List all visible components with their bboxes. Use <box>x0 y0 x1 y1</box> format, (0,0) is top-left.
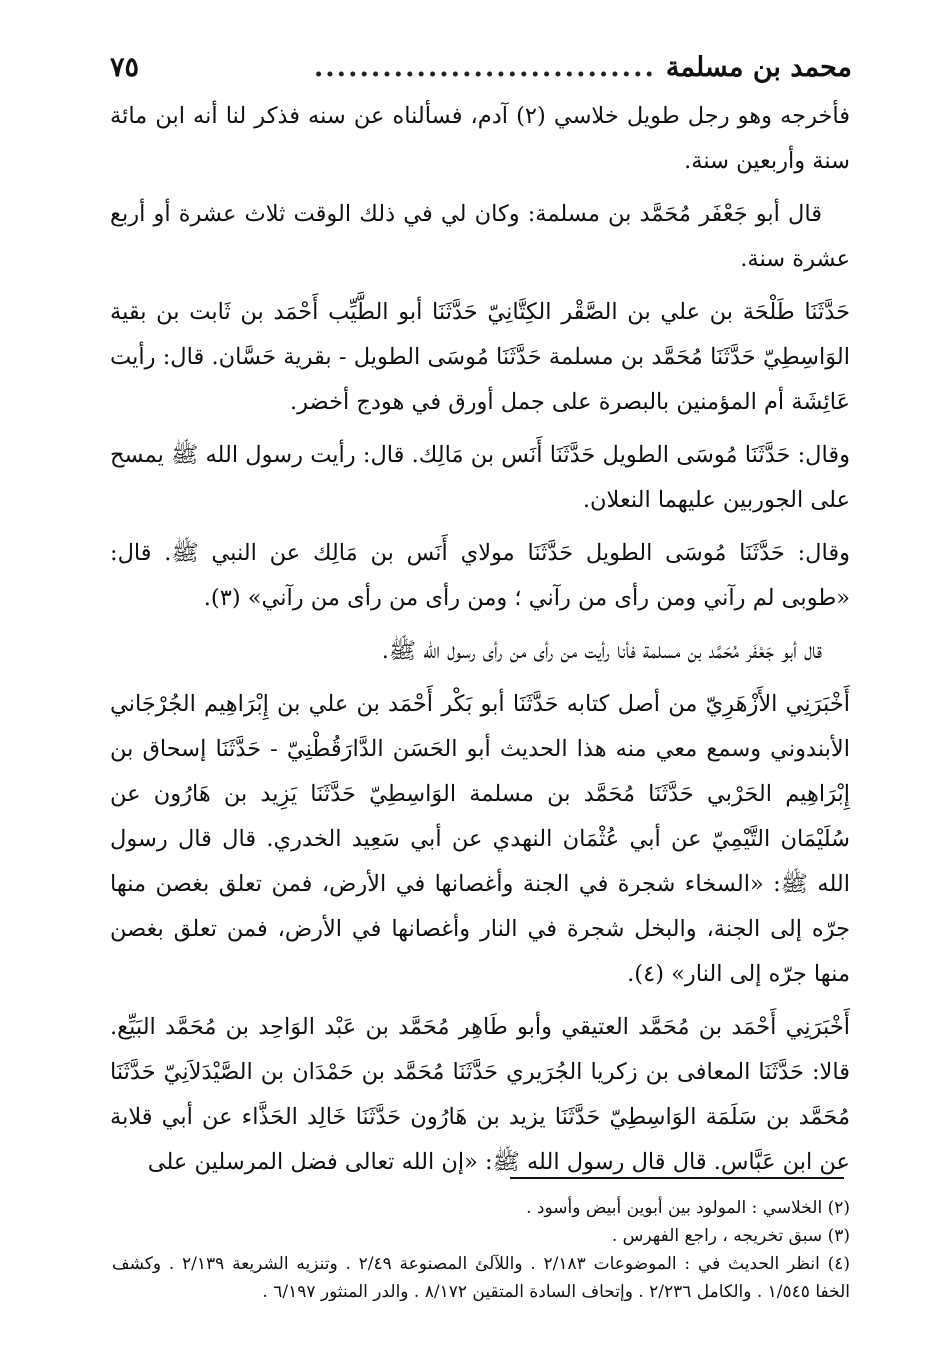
paragraph-5: وقال: حَدَّثَنَا مُوسَى الطويل حَدَّثَنَا مولاي أَنَس بن مَالِك عن النبي ﷺ. قال: «طوبى لم رآني ومن رأى من رآني ؛ ومن رأى من رأى من رآني» (٣). <box>110 540 850 611</box>
running-header-title: محمد بن مسلمة <box>665 51 852 83</box>
paragraph-6: قال أبو جَعْفَر مُحَمَّد بن مسلمة فأنا رأيت من رأى من رأى رسول الله ﷺ. <box>381 638 822 664</box>
paragraph-2: قال أبو جَعْفَر مُحَمَّد بن مسلمة: وكان لي في ذلك الوقت ثلاث عشرة أو أربع عشرة سنة. <box>110 201 850 272</box>
footnote-3: (٣) سبق تخريجه ، راجع الفهرس . <box>611 1226 850 1246</box>
footnote-4: (٤) انظر الحديث في : الموضوعات ٢/١٨٣ . واللآلئ المصنوعة ٢/٤٩ . وتنزيه الشريعة ٢/١٣٩ . وكشف الخفا ١/٥٤٥ . والكامل ٢/٢٣٦ . وإتحاف السادة المتقين ٨/١٧٢ . والدر المنثور ٦/١٩٧ . <box>112 1254 851 1302</box>
footnote-2: (٢) الخلاسي : المولود بين أبوين أبيض وأسود . <box>526 1198 850 1218</box>
header-leader-dots: .............................. <box>313 51 656 83</box>
footnote-divider <box>510 1177 844 1179</box>
paragraph-4: وقال: حَدَّثَنَا مُوسَى الطويل حَدَّثَنَا أَنَس بن مَالِك. قال: رأيت رسول الله ﷺ يمسح على الجوربين عليهما النعلان. <box>110 442 850 513</box>
paragraph-1: فأخرجه وهو رجل طويل خلاسي (٢) آدم، فسألناه عن سنه فذكر لنا أنه ابن مائة سنة وأربعين سنة. <box>110 103 851 174</box>
paragraph-3: حَدَّثَنَا طَلْحَة بن علي بن الصَّقْر الكِتَّانِيّ حَدَّثَنَا أبو الطَّيِّب أَحْمَد بن ثَابت بن بقية الوَاسِطِيّ حَدَّثَنَا مُحَمَّد بن مسلمة حَدَّثَنَا مُوسَى الطويل - بقرية حَسَّان. قال: رأيت عَائِشَة أم المؤمنين بالبصرة على جمل أورق في هودج أخضر. <box>110 299 850 415</box>
paragraph-7: أَخْبَرَنِي الأَزْهَرِيّ من أصل كتابه حَدَّثَنَا أبو بَكْر أَحْمَد بن علي بن إِبْرَاهِيم الجُرْجَاني الأبندوني وسمع معي منه هذا الحديث أبو الحَسَن الدَّارَقُطْنِيّ - حَدَّثَنَا إسحاق بن إِبْرَاهِيم الحَرْبي حَدَّثَنَا مُحَمَّد بن مسلمة الوَاسِطِيّ حَدَّثَنَا يَزِيد بن هَارُون عن سُلَيْمَان التَّيْمِيّ عن أبي عُثْمَان النهدي عن أبي سَعِيد الخدري. قال قال رسول الله ﷺ: «السخاء شجرة في الجنة وأغصانها في الأرض، فمن تعلق بغصن منها جرّه إلى الجنة، والبخل شجرة في النار وأغصانها في الأرض، فمن تعلق بغصن منها جرّه إلى النار» (٤). <box>110 691 850 987</box>
running-header <box>110 44 852 90</box>
paragraph-8: أَخْبَرَنِي أَحْمَد بن مُحَمَّد العتيقي وأبو طَاهِر مُحَمَّد بن عَبْد الوَاحِد بن مُحَمَّد البَيِّع. قالا: حَدَّثَنَا المعافى بن زكريا الجُرَيري حَدَّثَنَا مُحَمَّد بن حَمْدَان بن الصَّيْدَلاَنِيّ حَدَّثَنَا مُحَمَّد بن سَلَمَة الوَاسِطِيّ حَدَّثَنَا يزيد بن هَارُون حَدَّثَنَا خَالِد الحَذَّاء عن أبي قلابة عن ابن عَبَّاس. قال قال رسول الله ﷺ: «إن الله تعالى فضل المرسلين على <box>110 1014 850 1175</box>
footnotes <box>112 1194 850 1306</box>
main-text <box>110 94 850 1193</box>
page-number: ٧٥ <box>110 51 140 83</box>
